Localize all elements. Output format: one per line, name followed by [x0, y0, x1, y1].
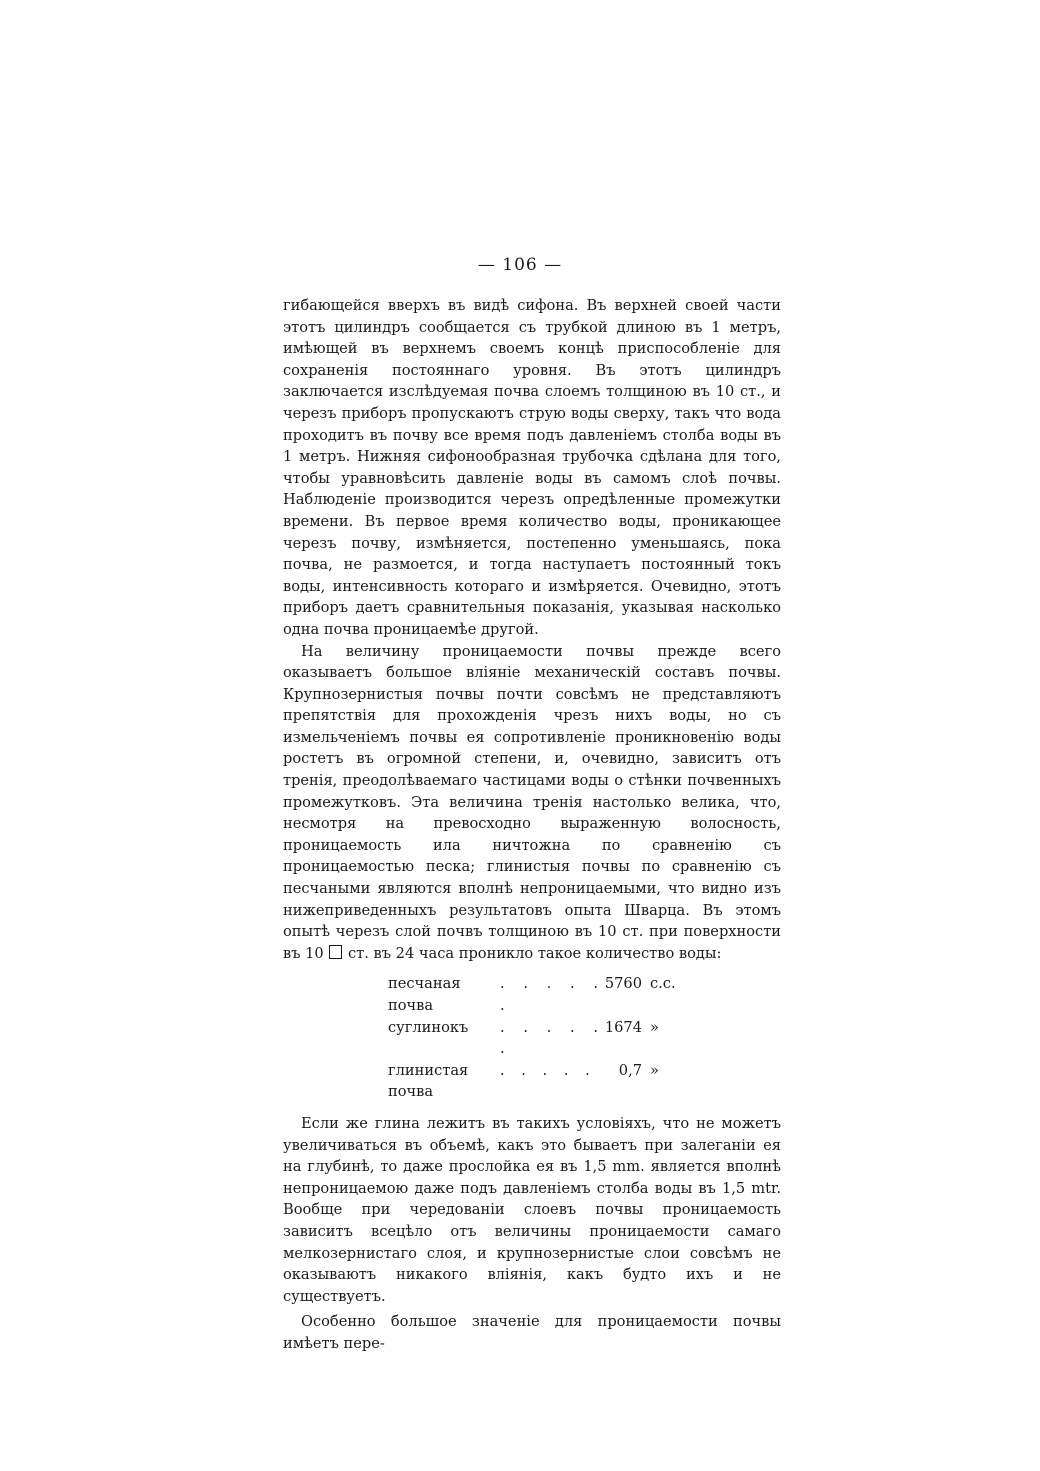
body-text	[283, 295, 781, 1355]
soil-label: песчаная почва	[388, 975, 461, 1014]
soil-value: 0,7	[618, 1061, 642, 1079]
soil-value: 1674	[604, 1018, 642, 1036]
table-row	[388, 1060, 676, 1103]
square-symbol-icon	[329, 945, 342, 959]
soil-unit: c.c.	[650, 975, 676, 993]
soil-value: 5760	[604, 975, 642, 993]
page-number: — 106 —	[477, 255, 563, 275]
leader-dots: . . . . .	[500, 1061, 596, 1079]
paragraph-clay: Если же глина лежитъ въ такихъ условіяхъ, что не можетъ увеличиваться въ объемѣ, какъ это бываетъ при залеганіи ея на глубинѣ, то даже прослойка ея въ 1,5 mm. является вполнѣ непроницаемою даже подъ давленіемъ столба воды въ 1,5 mtr. Вообще при чередованіи слоевъ почвы проницаемость зависитъ всецѣло отъ величины проницаемости самаго мелкозернистаго слоя, и крупнозернистые слои совсѣмъ не оказываютъ никакого вліянія, какъ будто ихъ и не существуетъ.	[283, 1114, 781, 1305]
soil-label: глинистая почва	[388, 1061, 469, 1101]
table-row	[388, 1017, 676, 1060]
paragraph-permeability-text: На величину проницаемости почвы прежде всего оказываетъ большое вліяніе механическій составъ почвы. Крупнозернистыя почвы почти совсѣмъ не представляютъ препятствія для прохожденія чрезъ нихъ воды, но съ измельченіемъ почвы ея сопротивленіе проникновенію воды ростетъ въ огромной степени, и, очевидно, зависитъ отъ тренія, преодолѣваемаго частицами воды о стѣнки почвенныхъ промежутковъ. Эта величина тренія настолько велика, что, несмотря на превосходно выраженную волосность, проницаемость ила ничтожна по сравненію съ проницаемостью песка; глинистыя почвы по сравненію съ песчаными являются вполнѣ непроницаемыми, что видно изъ нижеприведенныхъ результатовъ опыта Шварца. Въ этомъ опытѣ черезъ слой почвъ толщиною въ 10 ст. при поверхности въ 10	[283, 642, 781, 962]
paragraph-continued: гибающейся вверхъ въ видѣ сифона. Въ верхней своей части этотъ цилиндръ сообщается съ трубкой длиною въ 1 метръ, имѣющей въ верхнемъ своемъ концѣ приспособленіе для сохраненія постояннаго уровня. Въ этотъ цилиндръ заключается изслѣдуемая почва слоемъ толщиною въ 10 ст., и черезъ приборъ пропускаютъ струю воды сверху, такъ что вода проходитъ въ почву все время подъ давленіемъ столба воды въ 1 метръ. Нижняя сифонообразная трубочка сдѣлана для того, чтобы уравновѣсить давленіе воды въ самомъ слоѣ почвы. Наблюденіе производится черезъ опредѣленные промежутки времени. Въ первое время количество воды, проникающее черезъ почву, измѣняется, постепенно уменьшаясь, пока почва, не размоется, и тогда наступаетъ постоянный токъ воды, интенсивность котораго и измѣряется. Очевидно, этотъ приборъ даетъ сравнительныя показанія, указывая насколько одна почва проницаемѣе другой.	[283, 297, 781, 638]
leader-dots: . . . . . .	[500, 975, 604, 1014]
results-table	[388, 973, 676, 1103]
soil-unit: »	[650, 1018, 659, 1036]
leader-dots: . . . . . .	[500, 1018, 604, 1058]
table-row	[388, 973, 676, 1016]
soil-unit: »	[650, 1061, 659, 1079]
paragraph-final: Особенно большое значеніе для проницаемости почвы имѣетъ пере-	[283, 1313, 781, 1352]
paragraph-permeability-tail: ст. въ 24 часа проникло такое количество воды:	[348, 944, 722, 962]
paragraph-permeability	[283, 641, 781, 965]
soil-label: суглинокъ	[388, 1018, 469, 1036]
